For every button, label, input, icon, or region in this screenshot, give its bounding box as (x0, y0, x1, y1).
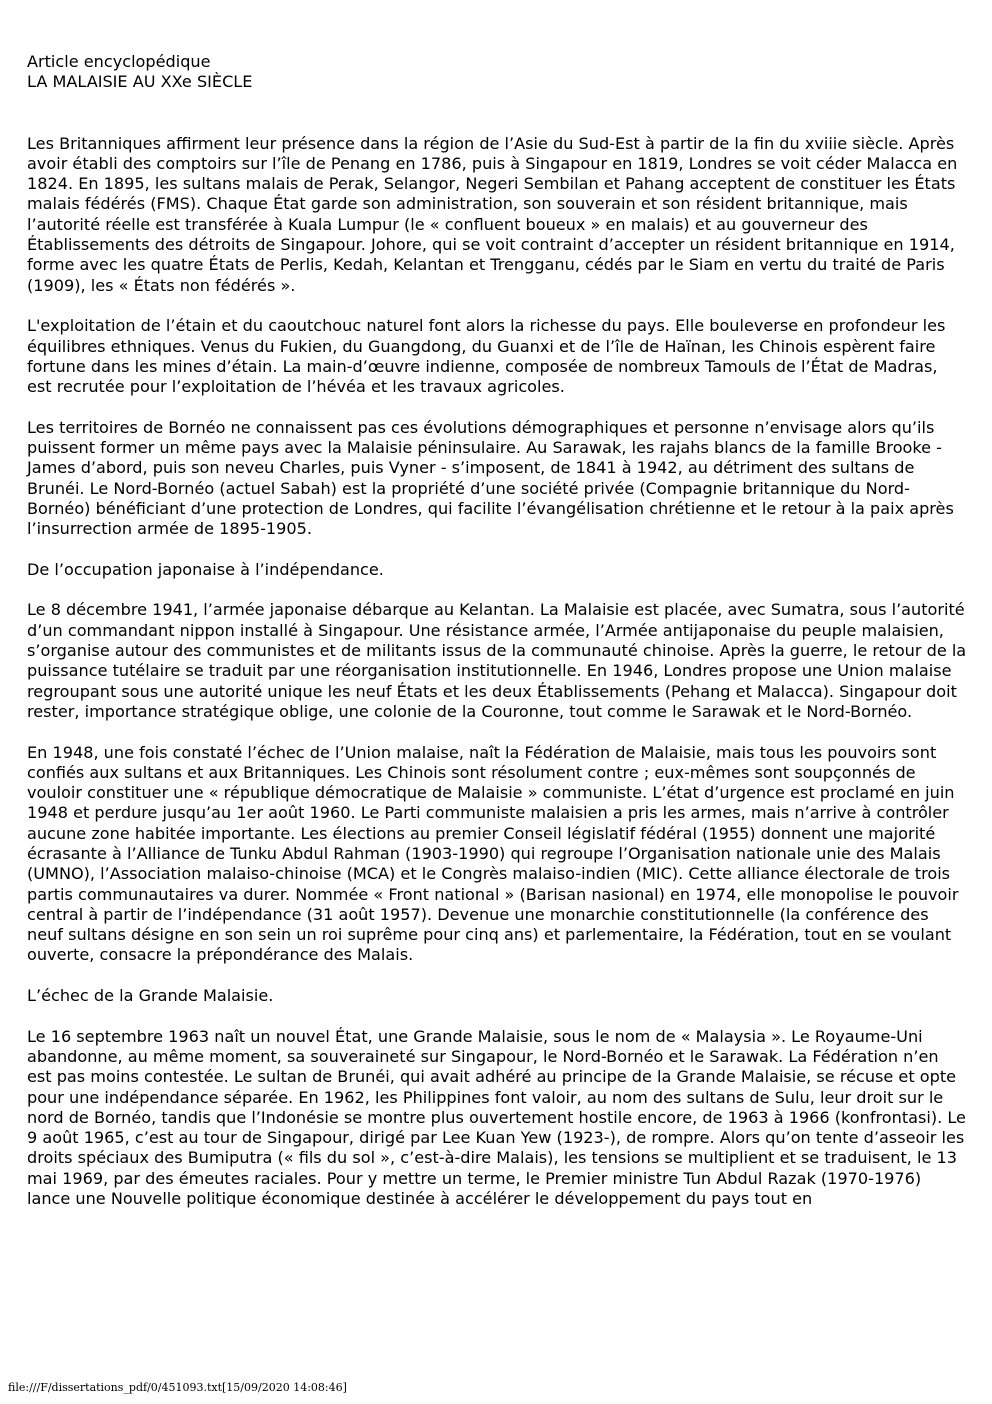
header-spacer (27, 93, 967, 134)
document-title: LA MALAISIE AU XXe SIÈCLE (27, 72, 253, 92)
paragraph-federation: En 1948, une fois constaté l’échec de l’Union malaise, naît la Fédération de Malaisie, mais tous les pouvoirs sont confiés aux sultans et aux Britanniques. Les Chinois sont résolument contre ; eux-mêmes sont soupçonnés de vouloir constituer une « république démocratique de Malaisie » communiste. L’état d’urgence est proclamé en juin 1948 et perdure jusqu’au 1er août 1960. Le Parti communiste malaisien a pris les armes, mais n’arrive à contrôler aucune zone habitée importante. Les élections au premier Conseil législatif fédéral (1955) donnent une majorité écrasante à l’Alliance de Tunku Abdul Rahman (1903-1990) qui regroupe l’Organisation nationale unie des Malais (UMNO), l’Association malaiso-chinoise (MCA) et le Congrès malaiso-indien (MIC). Cette alliance électorale de trois partis communautaires va durer. Nommée « Front national » (Barisan nasional) en 1974, elle monopolise le pouvoir central à partir de l’indépendance (31 août 1957). Devenue une monarchie constitutionnelle (la conférence des neuf sultans désigne en son sein un roi suprême pour cinq ans) et parlementaire, la Fédération, tout en se voulant ouverte, consacre la prépondérance des Malais. (27, 742, 959, 965)
document-kind: Article encyclopédique (27, 52, 211, 71)
file-path-footer: file:///F/dissertations_pdf/0/451093.txt[15/09/2020 14:08:46] (8, 1381, 347, 1394)
section-heading-occupation: De l’occupation japonaise à l’indépendance. (27, 559, 384, 579)
paragraph-exploitation: L'exploitation de l’étain et du caoutchouc naturel font alors la richesse du pays. Elle bouleverse en profondeur les équilibres ethniques. Venus du Fukien, du Guangdong, du Guanxi et de l’île de Haïnan, les Chinois espèrent faire fortune dans les mines d’étain. La main-d’œuvre indienne, composée de nombreux Tamouls de l’État de Madras, est recrutée pour l’exploitation de l’hévéa et les travaux agricoles. (27, 316, 946, 397)
section-heading-grande-malaisie: L’échec de la Grande Malaisie. (27, 986, 274, 1006)
paragraph-borneo: Les territoires de Bornéo ne connaissent pas ces évolutions démographiques et personne n’envisage alors qu’ils puissent former un même pays avec la Malaisie péninsulaire. Au Sarawak, les rajahs blancs de la famille Brooke - James d’abord, puis son neveu Charles, puis Vyner - s’imposent, de 1841 à 1942, au détriment des sultans de Brunéi. Le Nord-Bornéo (actuel Sabah) est la propriété d’une société privée (Compagnie britannique du Nord-Bornéo) bénéficiant d’une protection de Londres, qui facilite l’évangélisation chrétienne et le retour à la paix après l’insurrection armée de 1895-1905. (27, 417, 954, 539)
paragraph-malaysia: Le 16 septembre 1963 naît un nouvel État, une Grande Malaisie, sous le nom de « Malaysia ». Le Royaume-Uni abandonne, au même moment, sa souveraineté sur Singapour, le Nord-Bornéo et le Sarawak. La Fédération n’en est pas moins contestée. Le sultan de Brunéi, qui avait adhéré au principe de la Grande Malaisie, se récuse et opte pour une indépendance séparée. En 1962, les Philippines font valoir, au nom des sultans de Sulu, leur droit sur le nord de Bornéo, tandis que l’Indonésie se montre plus ouvertement hostile encore, de 1963 à 1966 (konfrontasi). Le 9 août 1965, c’est au tour de Singapour, dirigé par Lee Kuan Yew (1923-), de rompre. Alors qu’on tente d’asseoir les droits spéciaux des Bumiputra (« fils du sol », c’est-à-dire Malais), les tensions se multiplient et se traduisent, le 13 mai 1969, par des émeutes raciales. Pour y mettre un terme, le Premier ministre Tun Abdul Razak (1970-1976) lance une Nouvelle politique économique destinée à accélérer le développement du pays tout en (27, 1026, 966, 1209)
document-body (27, 52, 967, 1230)
paragraph-armee-japonaise: Le 8 décembre 1941, l’armée japonaise débarque au Kelantan. La Malaisie est placée, avec Sumatra, sous l’autorité d’un commandant nippon installé à Singapour. Une résistance armée, l’Armée antijaponaise du peuple malaisien, s’organise autour des communistes et de militants issus de la communauté chinoise. Après la guerre, le retour de la puissance tutélaire se traduit par une réorganisation institutionnelle. En 1946, Londres propose une Union malaise regroupant sous une autorité unique les neuf États et les deux Établissements (Pehang et Malacca). Singapour doit rester, importance stratégique oblige, une colonie de la Couronne, tout comme le Sarawak et le Nord-Bornéo. (27, 600, 967, 721)
paragraph-britanniques: Les Britanniques affirment leur présence dans la région de l’Asie du Sud-Est à partir de la fin du xviiie siècle. Après avoir établi des comptoirs sur l’île de Penang en 1786, puis à Singapour en 1819, Londres se voit céder Malacca en 1824. En 1895, les sultans malais de Perak, Selangor, Negeri Sembilan et Pahang acceptent de constituer les États malais fédérés (FMS). Chaque État garde son administration, son souverain et son résident britannique, mais l’autorité réelle est transférée à Kuala Lumpur (le « confluent boueux » en malais) et au gouverneur des Établissements des détroits de Singapour. Johore, qui se voit contraint d’accepter un résident britannique en 1914, forme avec les quatre États de Perlis, Kedah, Kelantan et Trengganu, cédés par le Siam en vertu du traité de Paris (1909), les « États non fédérés ». (27, 133, 958, 295)
